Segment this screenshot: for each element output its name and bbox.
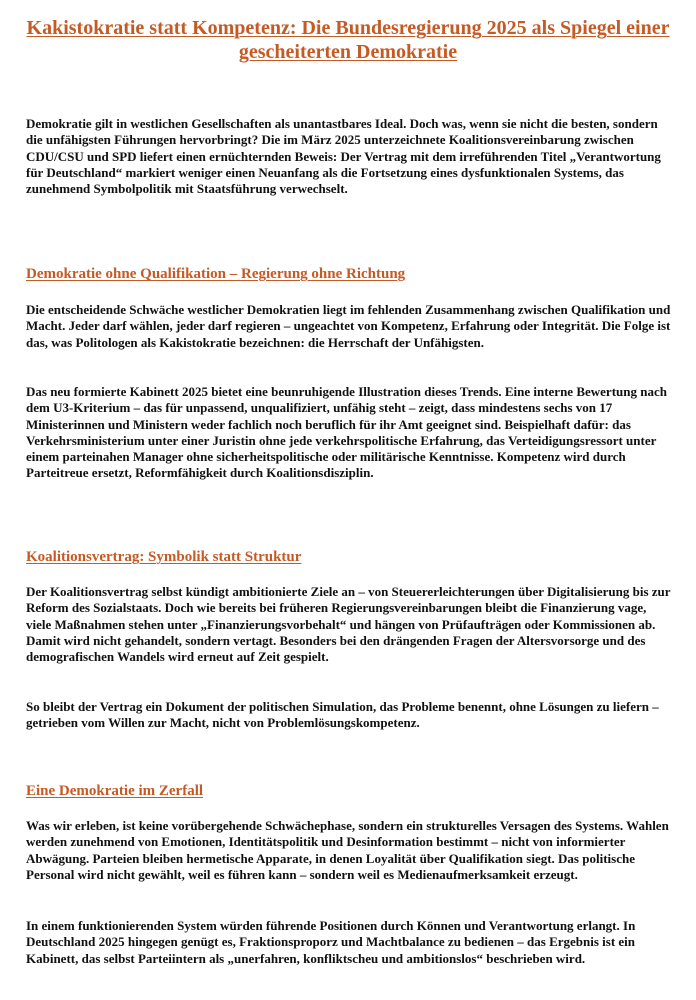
section-2-paragraph-2: So bleibt der Vertrag ein Dokument der politischen Simulation, das Probleme benennt, ohne Lösungen zu liefern – getrieben vom Willen zur Macht, nicht von Problemlösungskompetenz. bbox=[26, 699, 659, 731]
section-heading-zerfall: Eine Demokratie im Zerfall bbox=[26, 783, 204, 799]
section-3-paragraph-1: Was wir erleben, ist keine vorübergehende Schwächephase, sondern ein strukturelles Versagen des Systems. Wahlen werden zunehmend von Emotionen, Identitätspolitik und Desinformation bestimmt – nicht von informierter Abwägung. Parteien bleiben hermetische Apparate, in denen Loyalität über Qualifikation siegt. Das politische Personal wird nicht gewählt, weil es führen kann – sondern weil es Medienaufmerksamkeit erzeugt. bbox=[26, 818, 669, 882]
section-heading-qualifikation: Demokratie ohne Qualifikation – Regierung ohne Richtung bbox=[26, 266, 406, 282]
intro-paragraph: Demokratie gilt in westlichen Gesellschaften als unantastbares Ideal. Doch was, wenn sie nicht die besten, sondern die unfähigsten Führungen hervorbringt? Die im März 2025 unterzeichnete Koalitionsvereinbarung zwischen CDU/CSU und SPD liefert einen ernüchternden Beweis: Der Vertrag mit dem irreführenden Titel „Verantwortung für Deutschland“ markiert weniger einen Neuanfang als die Fortsetzung eines dysfunktionalen Systems, das zunehmend Symbolpolitik mit Staatsführung verwechselt. bbox=[26, 116, 661, 197]
section-1-paragraph-1: Die entscheidende Schwäche westlicher Demokratien liegt im fehlenden Zusammenhang zwischen Qualifikation und Macht. Jeder darf wählen, jeder darf regieren – ungeachtet von Kompetenz, Erfahrung oder Integrität. Die Folge ist das, was Politologen als Kakistokratie bezeichnen: die Herrschaft der Unfähigsten. bbox=[26, 302, 671, 350]
section-3-paragraph-2: In einem funktionierenden System würden führende Positionen durch Können und Verantwortung erlangt. In Deutschland 2025 hingegen genügt es, Fraktionsproporz und Machtbalance zu bedienen – das Ergebnis ist ein Kabinett, das selbst Parteiintern als „unerfahren, konfliktscheu und ambitionslos“ beschrieben wird. bbox=[26, 918, 636, 966]
section-1-paragraph-2: Das neu formierte Kabinett 2025 bietet eine beunruhigende Illustration dieses Trends. Eine interne Bewertung nach dem U3-Kriterium – das für unpassend, unqualifiziert, unfähig steht – zeigt, dass mindestens sechs von 17 Ministerinnen und Ministern weder fachlich noch beruflich für ihr Amt geeignet sind. Beispielhaft dafür: das Verkehrsministerium unter einer Juristin ohne jede verkehrspolitische Erfahrung, das Verteidigungsressort unter einem parteinahen Manager ohne sicherheitspolitische oder militärische Kenntnisse. Kompetenz wird durch Parteitreue ersetzt, Reformfähigkeit durch Koalitionsdisziplin. bbox=[26, 384, 667, 481]
section-2-paragraph-1: Der Koalitionsvertrag selbst kündigt ambitionierte Ziele an – von Steuererleichterungen über Digitalisierung bis zur Reform des Sozialstaats. Doch wie bereits bei früheren Regierungsvereinbarungen bleibt die Finanzierung vage, viele Maßnahmen stehen unter „Finanzierungsvorbehalt“ und hängen von Prüfaufträgen oder Kommissionen ab. Damit wird nicht gehandelt, sondern vertagt. Besonders bei den drängenden Fragen der Altersvorsorge und des demografischen Wandels wird erneut auf Zeit gespielt. bbox=[26, 584, 671, 665]
document-title: Kakistokratie statt Kompetenz: Die Bundesregierung 2025 als Spiegel einer gescheiterten Demokratie bbox=[26, 17, 670, 63]
section-heading-koalitionsvertrag: Koalitionsvertrag: Symbolik statt Struktur bbox=[26, 549, 302, 565]
